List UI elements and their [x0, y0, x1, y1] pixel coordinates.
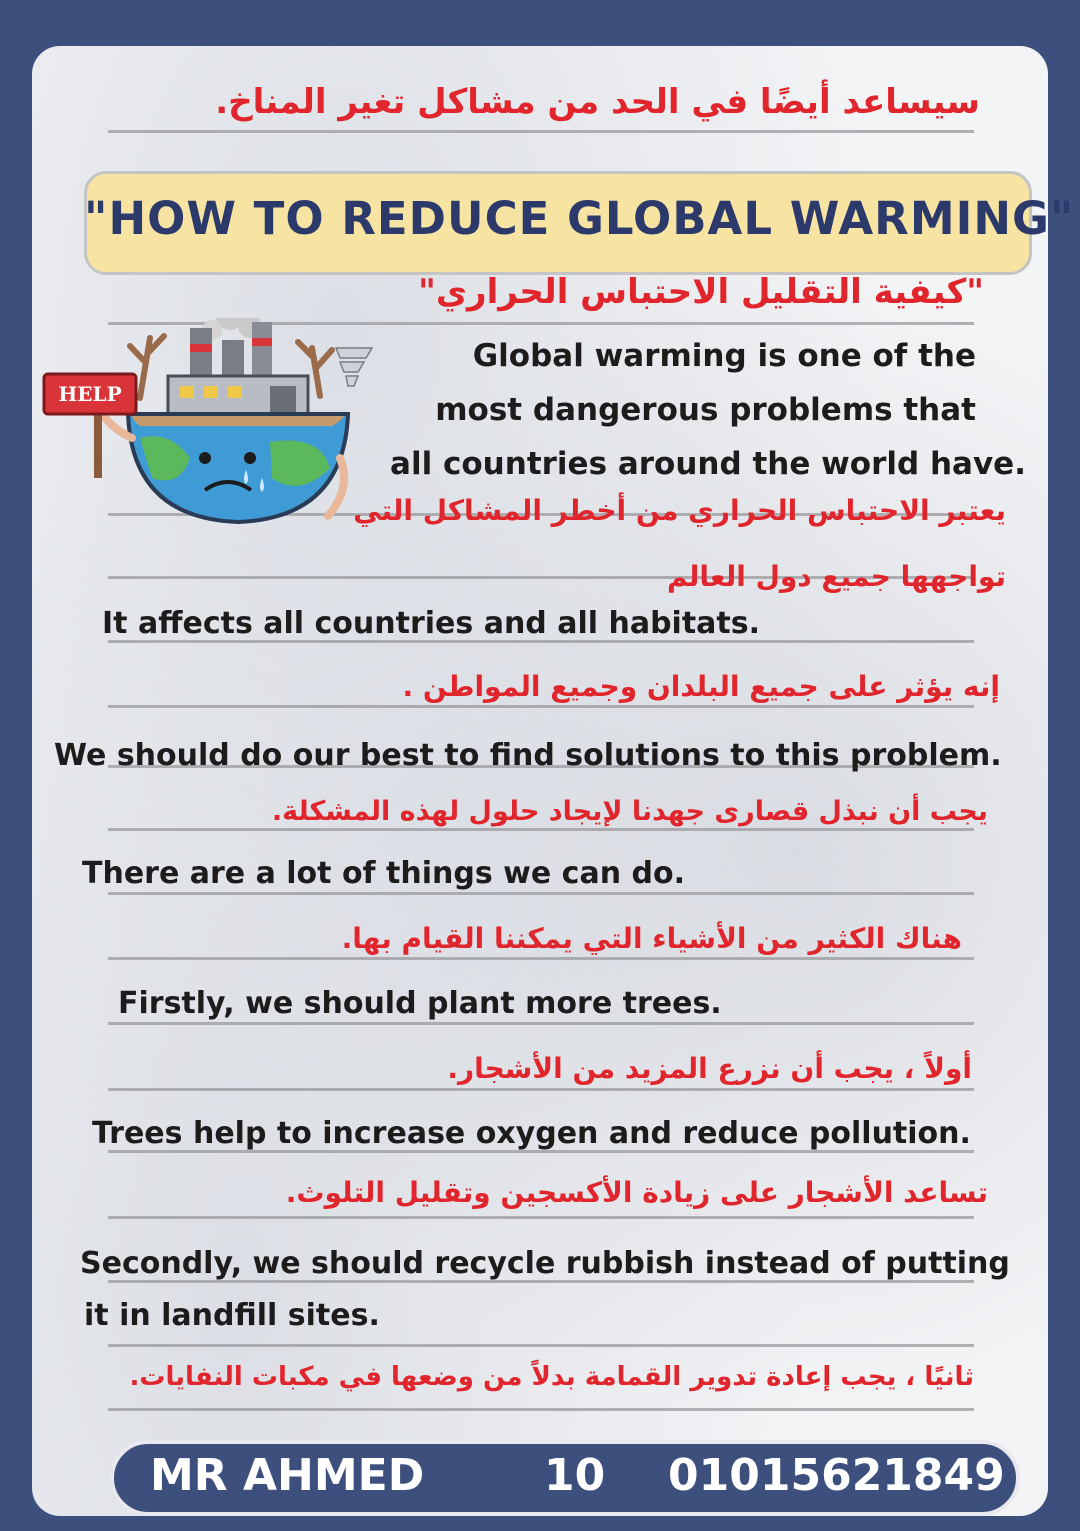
english-line: Trees help to increase oxygen and reduce pollution.: [92, 1116, 971, 1151]
english-line: Global warming is one of the: [472, 338, 976, 374]
ruled-line: [108, 957, 974, 960]
arabic-line: أولاً ، يجب أن نزرع المزيد من الأشجار.: [447, 1052, 972, 1085]
english-line: all countries around the world have.: [390, 446, 1026, 482]
page-title: "HOW TO REDUCE GLOBAL WARMING": [84, 192, 1075, 245]
english-line: It affects all countries and all habitats.: [102, 606, 761, 641]
tornado-icon: [336, 348, 372, 386]
page-number: 10: [544, 1450, 606, 1501]
ruled-line: [108, 828, 974, 831]
ruled-line: [108, 1216, 974, 1219]
arabic-line: يجب أن نبذل قصارى جهدنا لإيجاد حلول لهذه المشكلة.: [271, 796, 988, 827]
arabic-line: ثانيًا ، يجب إعادة تدوير القمامة بدلاً من وضعها في مكبات النفايات.: [129, 1362, 974, 1392]
ruled-line: [108, 1088, 974, 1091]
arabic-line: تواجهها جميع دول العالم: [666, 560, 1006, 593]
sad-earth-factory-illustration: [40, 318, 380, 538]
english-line: We should do our best to find solutions to this problem.: [54, 738, 1002, 773]
arabic-line: إنه يؤثر على جميع البلدان وجميع المواطن .: [402, 670, 1000, 703]
english-line: There are a lot of things we can do.: [82, 856, 685, 891]
help-sign-text: HELP: [58, 382, 122, 406]
ruled-line: [108, 1344, 974, 1347]
english-line: Secondly, we should recycle rubbish instead of putting: [80, 1246, 1010, 1281]
arabic-intro-line: سيساعد أيضًا في الحد من مشاكل تغير المناخ.: [215, 82, 980, 122]
phone-number: 01015621849: [668, 1450, 1005, 1501]
english-line: most dangerous problems that: [435, 392, 976, 428]
arabic-title: "كيفية التقليل الاحتباس الحراري": [418, 272, 984, 312]
ruled-line: [108, 705, 974, 708]
arabic-line: يعتبر الاحتباس الحراري من أخطر المشاكل التي: [353, 494, 1006, 527]
ruled-line: [108, 130, 974, 133]
ruled-line: [108, 1408, 974, 1411]
english-line: Firstly, we should plant more trees.: [118, 986, 722, 1021]
ruled-line: [108, 892, 974, 895]
arabic-line: هناك الكثير من الأشياء التي يمكننا القيام بها.: [341, 922, 962, 955]
ruled-line: [108, 1022, 974, 1025]
english-line: it in landfill sites.: [84, 1298, 380, 1333]
arabic-line: تساعد الأشجار على زيادة الأكسجين وتقليل التلوث.: [285, 1176, 988, 1209]
teacher-name: MR AHMED: [150, 1450, 425, 1501]
